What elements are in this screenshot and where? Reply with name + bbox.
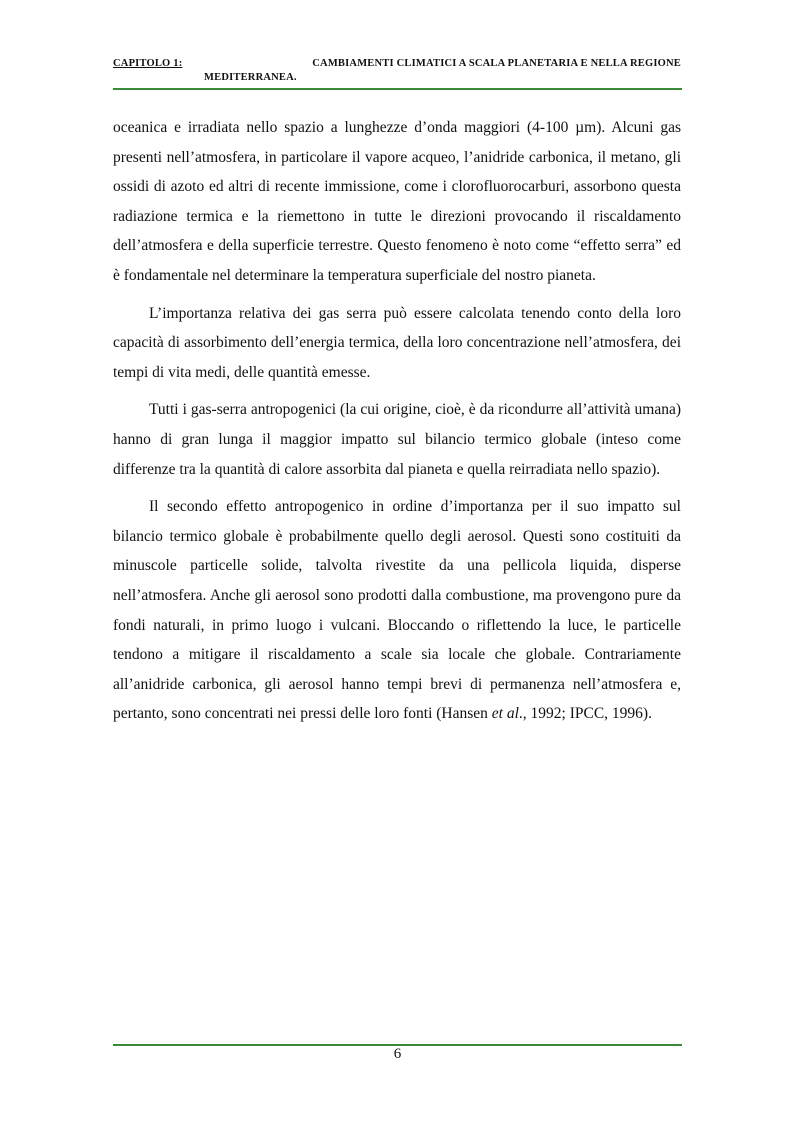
header-rule (113, 88, 682, 90)
paragraph-2: L’importanza relativa dei gas serra può essere calcolata tenendo conto della loro capacità di assorbimento dell’energia termica, della loro concentrazione nell’atmosfera, dei tempi di vita medi, delle quantità emesse. (113, 304, 681, 381)
running-header (113, 57, 681, 85)
page-number: 6 (393, 1046, 402, 1062)
paragraph-3: Tutti i gas-serra antropogenici (la cui origine, cioè, è da ricondurre all’attività umana) hanno di gran lunga il maggior impatto sul bilancio termico globale (inteso come differenze tra la quantità di calore assorbita dal pianeta e quella reirradiata nello spazio). (113, 401, 681, 478)
body-text (113, 113, 681, 737)
chapter-title-line-2: MEDITERRANEA. (204, 72, 297, 83)
paragraph-4-text: Il secondo effetto antropogenico in ordine d’importanza per il suo impatto sul bilancio termico globale è probabilmente quello degli aerosol. Questi sono costituiti da minuscole particelle solide, talvolta rivestite da una pellicola liquida, disperse nell’atmosfera. Anche gli aerosol sono prodotti dalla combustione, ma provengono pure da fondi naturali, in primo luogo i vulcani. Bloccando o riflettendo la luce, le particelle tendono a mitigare il riscaldamento a scale sia locale che globale. Contrariamente all’anidride carbonica, gli aerosol hanno tempi brevi di permanenza nell’atmosfera e, pertanto, sono concentrati nei pressi delle loro fonti (Hansen (113, 498, 681, 723)
citation-rest: ., 1992; IPCC, 1996). (518, 705, 652, 723)
chapter-label: CAPITOLO 1: (113, 58, 183, 69)
paragraph-1: oceanica e irradiata nello spazio a lunghezze d’onda maggiori (4-100 µm). Alcuni gas presenti nell’atmosfera, in particolare il vapore acqueo, l’anidride carbonica, il metano, gli ossidi di azoto ed altri di recente immissione, come i clorofluorocarburi, assorbono questa radiazione termica e la riemettono in tutte le direzioni provocando il riscaldamento dell’atmosfera e della superficie terrestre. Questo fenomeno è noto come “effetto serra” ed è fondamentale nel determinare la temperatura superficiale del nostro pianeta. (113, 119, 681, 284)
chapter-title-line-1: CAMBIAMENTI CLIMATICI A SCALA PLANETARIA E NELLA REGIONE (312, 58, 681, 69)
header-line-1 (113, 57, 681, 71)
citation-etal: et al (491, 705, 519, 723)
paragraph-4 (113, 492, 681, 729)
